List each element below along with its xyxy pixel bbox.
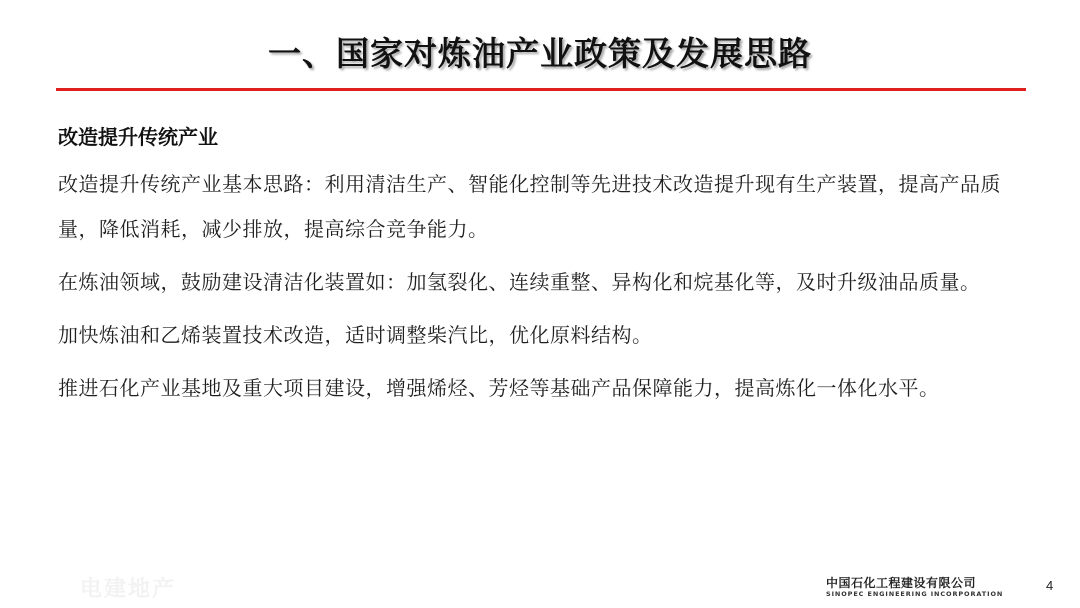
company-name-chinese: 中国石化工程建设有限公司 bbox=[826, 576, 977, 590]
paragraph-refining-clean-units: 在炼油领域，鼓励建设清洁化装置如：加氢裂化、连续重整、异构化和烷基化等，及时升级油品质量。 bbox=[58, 270, 981, 294]
watermark-text: 电建地产 bbox=[80, 577, 177, 602]
paragraph-technical-upgrade: 加快炼油和乙烯装置技术改造，适时调整柴汽比，优化原料结构。 bbox=[58, 323, 653, 347]
paragraph-industrial-base: 推进石化产业基地及重大项目建设，增强烯烃、芳烃等基础产品保障能力，提高炼化一体化水平。 bbox=[58, 376, 940, 400]
page-number: 4 bbox=[1046, 578, 1054, 593]
slide-title: 一、国家对炼油产业政策及发展思路 bbox=[268, 34, 812, 73]
company-logo bbox=[826, 576, 1016, 598]
section-heading: 改造提升传统产业 bbox=[58, 125, 218, 149]
title-divider bbox=[56, 88, 1026, 91]
slide-body bbox=[58, 118, 1023, 419]
company-name-english: SINOPEC ENGINEERING INCORPORATION bbox=[826, 590, 1004, 598]
paragraph-basic-approach: 改造提升传统产业基本思路：利用清洁生产、智能化控制等先进技术改造提升现有生产装置，提高产品质量，降低消耗，减少排放，提高综合竞争能力。 bbox=[58, 172, 1001, 241]
